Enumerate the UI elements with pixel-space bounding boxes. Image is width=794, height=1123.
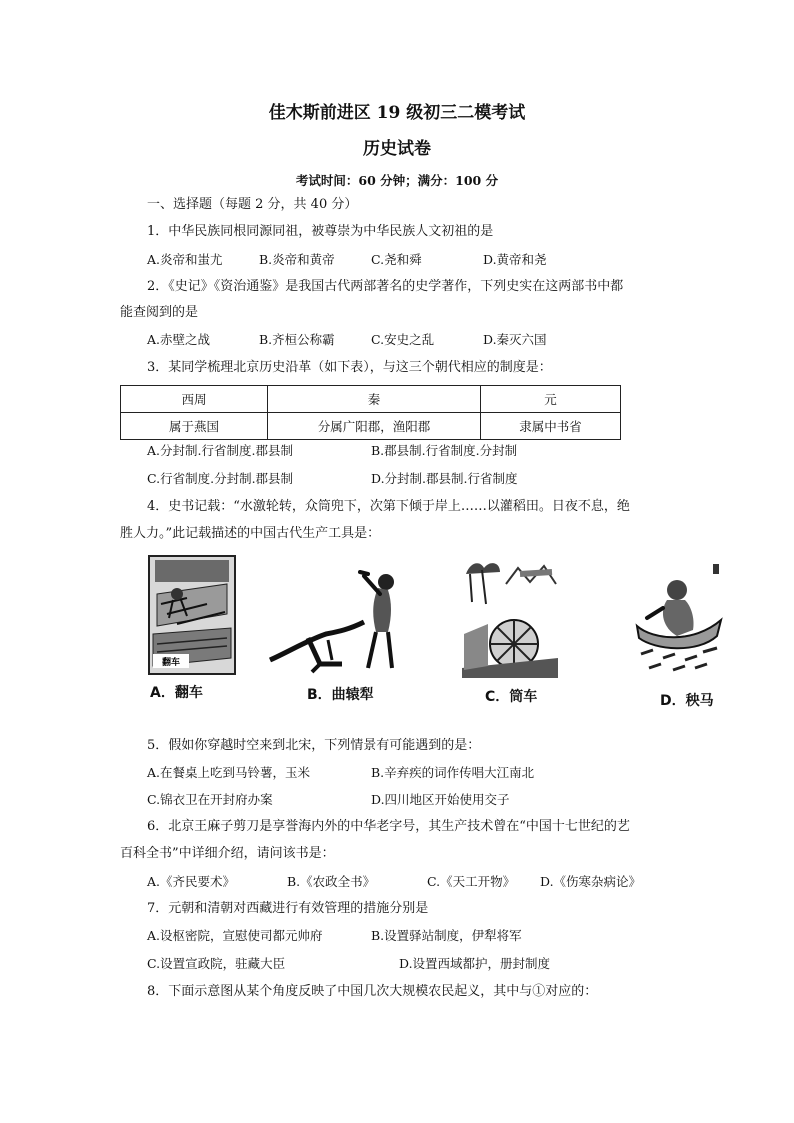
q6-stem-line1: 6．北京王麻子剪刀是享誉海内外的中华老字号，其生产技术曾在“中国十七世纪的艺 (147, 819, 630, 834)
exam-title: 佳木斯前进区 19 级初三二模考试 (268, 103, 526, 123)
q6-option-b: B.《农政全书》 (287, 874, 376, 889)
q3-history-table (120, 385, 621, 440)
q3-option-a: A.分封制.行省制度.郡县制 (147, 443, 293, 458)
q1-stem: 1．中华民族同根同源同祖，被尊崇为中华民族人文初祖的是 (147, 224, 494, 239)
table-header-cell: 元 (481, 386, 621, 413)
quyuanli-illustration (268, 568, 408, 678)
q5-option-a: A.在餐桌上吃到马铃薯，玉米 (147, 765, 311, 780)
table-header-cell: 秦 (268, 386, 481, 413)
q5-option-b: B.辛弃疾的词作传唱大江南北 (371, 765, 535, 780)
q6-option-a: A.《齐民要术》 (147, 874, 236, 889)
figure-caption-a: A．翻车 (150, 685, 203, 701)
yangma-illustration (633, 556, 725, 678)
q2-option-c: C.安史之乱 (371, 332, 435, 347)
tongche-illustration (460, 554, 560, 678)
figure-caption-d: D．秧马 (660, 693, 714, 709)
table-header-cell: 西周 (121, 386, 268, 413)
q5-option-c: C.锦衣卫在开封府办案 (147, 792, 273, 807)
q3-option-d: D.分封制.郡县制.行省制度 (371, 471, 518, 486)
q7-option-d: D.设置西域都护，册封制度 (399, 956, 551, 971)
q1-option-d: D.黄帝和尧 (483, 252, 547, 267)
q2-option-a: A.赤壁之战 (147, 332, 211, 347)
q3-option-b: B.郡县制.行省制度.分封制 (371, 443, 518, 458)
figure-inner-label: 翻车 (161, 658, 181, 668)
q7-option-b: B.设置驿站制度，伊犁将军 (371, 928, 522, 943)
q2-option-d: D.秦灭六国 (483, 332, 547, 347)
q7-stem: 7．元朝和清朝对西藏进行有效管理的措施分别是 (147, 901, 429, 916)
q7-option-a: A.设枢密院，宣慰使司都元帅府 (147, 928, 323, 943)
q5-option-d: D.四川地区开始使用交子 (371, 792, 510, 807)
fanche-illustration (147, 554, 237, 676)
q2-stem-line1: 2．《史记》《资治通鉴》是我国古代两部著名的史学著作，下列史实在这两部书中都 (147, 279, 624, 294)
q6-option-d: D.《伤寒杂病论》 (540, 874, 642, 889)
table-header-row (121, 386, 621, 413)
q1-option-c: C.尧和舜 (371, 252, 422, 267)
q8-stem: 8．下面示意图从某个角度反映了中国几次大规模农民起义，其中与①对应的： (147, 984, 598, 999)
figure-caption-c: C．筒车 (485, 689, 538, 705)
table-row (121, 413, 621, 440)
q1-option-b: B.炎帝和黄帝 (259, 252, 335, 267)
q6-option-c: C.《天工开物》 (427, 874, 516, 889)
q1-option-a: A.炎帝和蚩尤 (147, 252, 223, 267)
q4-stem-line1: 4．史书记载：“水激轮转，众筒兜下，次第下倾于岸上……以灌稻田。日夜不息，绝 (147, 499, 630, 514)
q7-option-c: C.设置宣政院，驻藏大臣 (147, 956, 286, 971)
q4-stem-line2: 胜人力。”此记载描述的中国古代生产工具是： (120, 526, 381, 541)
q2-stem-line2: 能查阅到的是 (120, 305, 199, 320)
figure-caption-b: B．曲辕犁 (307, 687, 374, 703)
q6-stem-line2: 百科全书”中详细介绍，请问该书是： (120, 846, 335, 861)
section-heading: 一、选择题（每题 2 分，共 40 分） (147, 197, 358, 212)
exam-subtitle: 历史试卷 (363, 139, 431, 159)
q3-stem: 3．某同学梳理北京历史沿革（如下表），与这三个朝代相应的制度是： (147, 360, 552, 375)
table-cell: 分属广阳郡，渔阳郡 (268, 413, 481, 440)
q5-stem: 5．假如你穿越时空来到北宋，下列情景有可能遇到的是： (147, 738, 481, 753)
q3-option-c: C.行省制度.分封制.郡县制 (147, 471, 294, 486)
q2-option-b: B.齐桓公称霸 (259, 332, 335, 347)
exam-info: 考试时间：60 分钟；满分：100 分 (295, 173, 499, 188)
table-cell: 隶属中书省 (481, 413, 621, 440)
table-cell: 属于燕国 (121, 413, 268, 440)
